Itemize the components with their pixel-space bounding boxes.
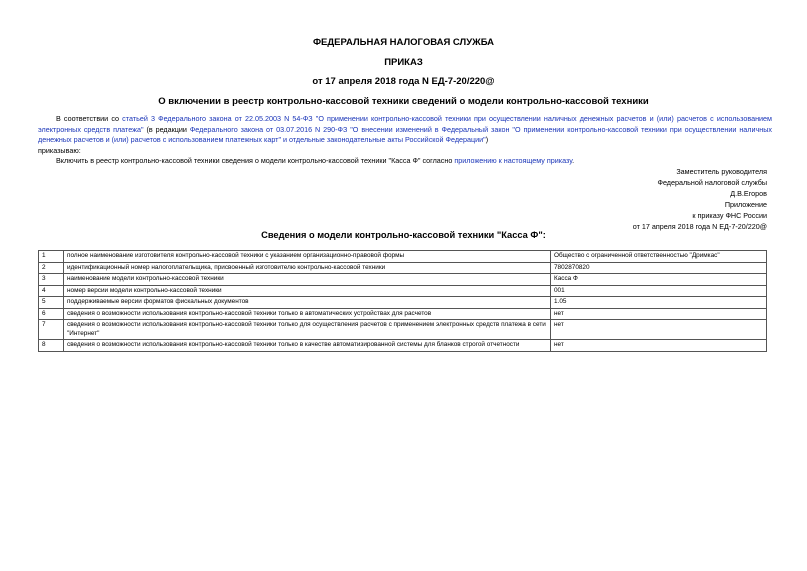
row-description: сведения о возможности использования контрольно-кассовой техники только в автоматических устройствах для расчетов [64, 308, 551, 320]
row-value: 1.05 [551, 297, 767, 309]
signature-position: Заместитель руководителя [676, 167, 767, 176]
table-row [39, 340, 767, 352]
paragraph-include [38, 156, 772, 167]
table-row [39, 285, 767, 297]
row-description: поддерживаемые версии форматов фискальных документов [64, 297, 551, 309]
table-row [39, 320, 767, 340]
row-number: 8 [39, 340, 64, 352]
table-row [39, 251, 767, 263]
row-description: сведения о возможности использования контрольно-кассовой техники только в качестве автоматизированной системы для бланков строгой отчетности [64, 340, 551, 352]
row-value: нет [551, 308, 767, 320]
law-54fz-link[interactable]: статьей 3 Федерального закона от 22.05.2003 N 54-ФЗ "О применении контрольно-кассовой техники при осуществлении наличных денежных расчетов и (или) расчетов с использованием электронных средств платежа" [38, 114, 772, 134]
row-description: номер версии модели контрольно-кассовой техники [64, 285, 551, 297]
table-title: Сведения о модели контрольно-кассовой техники "Касса Ф": [261, 230, 546, 240]
row-description: наименование модели контрольно-кассовой техники [64, 274, 551, 286]
row-value: нет [551, 320, 767, 340]
row-value: Общество с ограниченной ответственностью "Дримкас" [551, 251, 767, 263]
row-description: идентификационный номер налогоплательщика, присвоенный изготовителю контрольно-кассовой техники [64, 262, 551, 274]
row-number: 1 [39, 251, 64, 263]
row-description: полное наименование изготовителя контрольно-кассовой техники с указанием организационно-правовой формы [64, 251, 551, 263]
basis-suffix: ) [485, 135, 489, 144]
signature-agency: Федеральной налоговой службы [657, 178, 767, 187]
appendix-ref: к приказу ФНС России [692, 211, 767, 220]
row-number: 4 [39, 285, 64, 297]
date-number-heading: от 17 апреля 2018 года N ЕД-7-20/220@ [312, 76, 495, 87]
include-suffix: . [572, 156, 575, 165]
row-number: 3 [39, 274, 64, 286]
table-row [39, 262, 767, 274]
row-value: Касса Ф [551, 274, 767, 286]
row-number: 5 [39, 297, 64, 309]
table-row [39, 308, 767, 320]
signature-name: Д.В.Егоров [730, 189, 767, 198]
appendix-link[interactable]: приложению к настоящему приказу [454, 156, 573, 165]
row-value: нет [551, 340, 767, 352]
appendix-date: от 17 апреля 2018 года N ЕД-7-20/220@ [632, 222, 767, 231]
paragraph-order: приказываю: [38, 146, 81, 155]
subject-heading: О включении в реестр контрольно-кассовой техники сведений о модели контрольно-кассовой техники [158, 96, 649, 107]
row-value: 7802870820 [551, 262, 767, 274]
agency-heading: ФЕДЕРАЛЬНАЯ НАЛОГОВАЯ СЛУЖБА [312, 37, 495, 48]
table-row [39, 297, 767, 309]
basis-mid: (в редакции [143, 124, 190, 134]
row-number: 7 [39, 320, 64, 340]
row-description: сведения о возможности использования контрольно-кассовой техники только для осуществления расчетов с применением электронных средств платежа в сети "Интернет" [64, 320, 551, 340]
table-row [39, 274, 767, 286]
appendix-label: Приложение [724, 200, 767, 209]
paragraph-basis [38, 114, 772, 146]
row-number: 6 [39, 308, 64, 320]
include-prefix: Включить в реестр контрольно-кассовой техники сведения о модели контрольно-кассовой техники "Касса Ф" согласно [56, 156, 455, 165]
model-info-table [38, 250, 767, 352]
basis-prefix: В соответствии со [56, 114, 123, 123]
row-number: 2 [39, 262, 64, 274]
law-290fz-link[interactable]: Федерального закона от 03.07.2016 N 290-ФЗ "О внесении изменений в Федеральный закон "О применении контрольно-кассовой техники при осуществлении наличных денежных расчетов и (или) расчетов с использованием платежных карт" и отдельные законодательные акты Российской Федерации" [38, 124, 772, 144]
row-value: 001 [551, 285, 767, 297]
doc-type-heading: ПРИКАЗ [384, 57, 423, 68]
